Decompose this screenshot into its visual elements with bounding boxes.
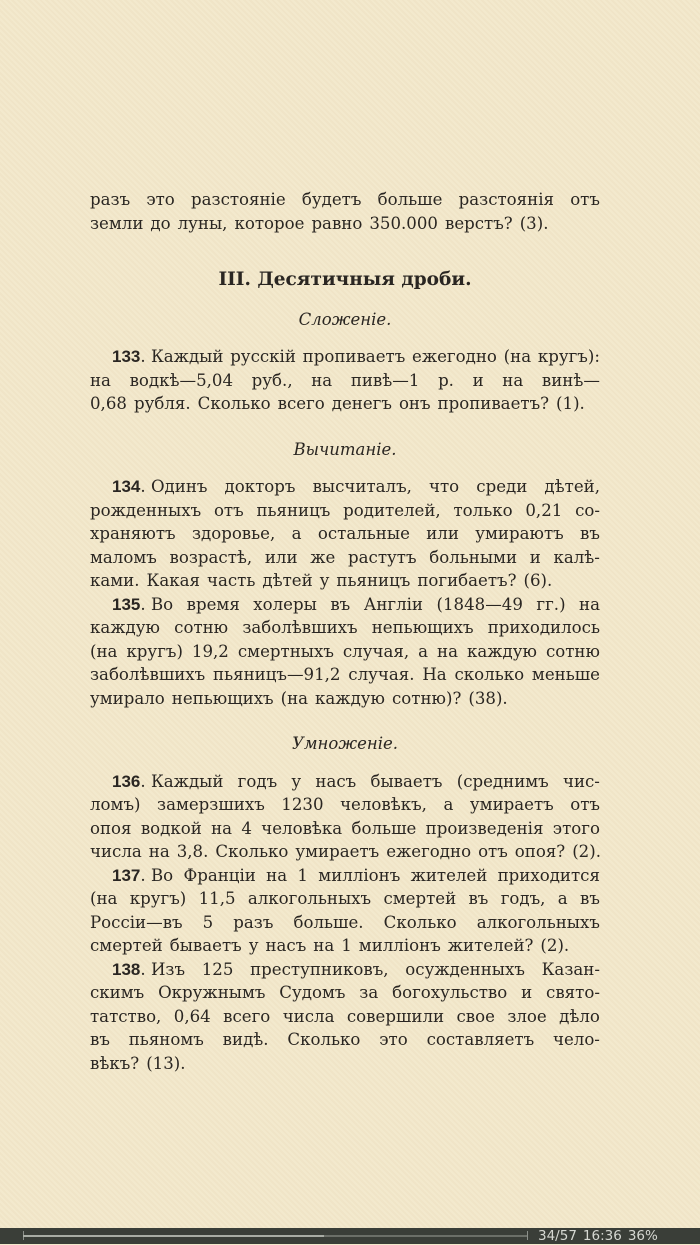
word: (на: [90, 641, 118, 661]
word: что: [429, 477, 460, 496]
word: въ: [468, 889, 489, 908]
word: русскій: [230, 347, 296, 366]
word: умираютъ: [475, 524, 564, 543]
word: кругъ):: [537, 347, 600, 366]
word: а: [291, 524, 302, 543]
word: (3).: [519, 213, 549, 233]
word: разъ: [233, 912, 274, 932]
word: (среднимъ: [456, 771, 549, 791]
word: на: [90, 370, 111, 390]
word: Сколько: [215, 842, 289, 861]
word: совершили: [346, 1006, 445, 1026]
word: 3,8.: [176, 842, 209, 861]
word: водкой: [140, 818, 202, 838]
word: случая.: [348, 665, 415, 684]
word: 0,64: [173, 1006, 211, 1026]
word: больше.: [293, 912, 364, 932]
word: Во: [150, 594, 174, 614]
word: смертей: [90, 936, 163, 955]
word: произведенія: [425, 818, 544, 838]
word: верстъ?: [444, 213, 513, 233]
word: или: [264, 547, 298, 567]
word: вѣкъ?: [90, 1053, 140, 1073]
word: сотню: [545, 641, 600, 661]
word: 11,5: [198, 889, 236, 908]
word: до: [150, 213, 171, 233]
word: Сколько: [383, 912, 457, 932]
word: 1: [341, 936, 352, 955]
word: (2).: [572, 842, 601, 861]
word: пьяницъ: [256, 500, 331, 520]
text-line: [90, 663, 600, 687]
word: отъ: [213, 500, 244, 520]
word: жителей: [410, 865, 488, 885]
word: отъ: [478, 842, 508, 861]
word: 0,68: [90, 394, 127, 413]
word: милліонъ: [358, 936, 441, 955]
word: видѣ.: [222, 1030, 269, 1049]
word: умираетъ: [295, 842, 380, 861]
word: (на: [280, 688, 309, 708]
text-line: [90, 1028, 600, 1052]
word: маломъ: [90, 547, 157, 567]
problem-134: [90, 475, 600, 593]
word: Каждый: [150, 771, 224, 791]
word: каждую: [466, 641, 537, 661]
word: рубля.: [133, 394, 191, 413]
text-line: [90, 546, 600, 570]
word: и: [521, 983, 533, 1002]
word: опоя: [90, 818, 132, 838]
word: кругъ): [129, 889, 187, 908]
text-line: [90, 616, 600, 640]
word: алкогольныхъ: [476, 912, 600, 932]
problem-number: 138: [112, 959, 141, 979]
word: умирало: [90, 688, 165, 708]
word: пропиваетъ?: [437, 394, 550, 413]
word: въ: [580, 524, 600, 543]
word: родителей,: [343, 500, 441, 520]
problem-number-wrap: 135. Во: [112, 594, 174, 614]
word: Окружнымъ: [158, 983, 266, 1002]
text-line: [90, 1052, 600, 1076]
text-line: [90, 369, 600, 393]
word: всего: [277, 394, 325, 413]
text-line: [90, 793, 600, 817]
word: среди: [476, 477, 528, 496]
word: ежегодно: [412, 347, 497, 366]
word: 1230: [281, 795, 324, 814]
word: на: [148, 842, 170, 861]
problem-number: 134: [112, 477, 141, 496]
word: въ: [90, 1030, 110, 1049]
text-line: [90, 212, 600, 236]
word: 1: [297, 865, 308, 885]
word: человѣкъ,: [340, 795, 427, 814]
word: 350.000: [369, 213, 438, 233]
problem-number-wrap: 134. Одинъ: [112, 477, 208, 496]
word: смертныхъ: [237, 641, 334, 661]
word: пропиваетъ: [302, 347, 406, 366]
problem-137: [90, 864, 600, 958]
word: жителей?: [447, 936, 534, 955]
word: Франціи: [183, 865, 256, 885]
text-line: [90, 817, 600, 841]
subsection-heading: Умноженіе.: [291, 734, 399, 753]
word: рожденныхъ: [90, 500, 202, 520]
word: всего: [223, 1006, 271, 1026]
text-line: [90, 958, 600, 982]
word: насъ: [265, 936, 307, 955]
word: на: [313, 936, 335, 955]
text-line: [90, 934, 600, 958]
word: на: [211, 818, 233, 838]
word: ломъ): [90, 795, 141, 814]
word: больными: [429, 547, 518, 567]
problem-number-wrap: 137. Во: [112, 865, 174, 885]
word: 19,2: [191, 641, 229, 661]
word: у: [248, 936, 259, 955]
word: въ: [330, 594, 351, 614]
word: сколько: [454, 665, 525, 684]
word: только: [453, 500, 513, 520]
word: составляетъ: [426, 1030, 535, 1049]
word: опоя?: [514, 842, 566, 861]
word: отъ: [570, 190, 600, 209]
word: докторъ: [224, 477, 296, 496]
word: на: [266, 865, 288, 885]
word: приходится: [497, 865, 600, 885]
word: высчиталъ,: [312, 477, 412, 496]
word: свое: [456, 1006, 495, 1026]
word: дѣло: [559, 1006, 600, 1026]
word: Англіи: [363, 594, 423, 614]
word: непьющихъ: [371, 618, 474, 637]
word: а: [557, 889, 568, 908]
word: винѣ—: [541, 370, 600, 390]
word: которое: [234, 213, 305, 233]
word: ежегодно: [386, 842, 472, 861]
word: руб.,: [251, 370, 293, 390]
word: (1).: [556, 394, 585, 413]
word: а: [418, 641, 429, 661]
word: пьяномъ: [128, 1030, 204, 1049]
text-line: [90, 687, 600, 711]
word: больше: [377, 190, 443, 209]
text-line: [90, 392, 600, 416]
word: На: [422, 665, 447, 684]
word: остальные: [317, 524, 410, 543]
word: свято-: [546, 983, 600, 1002]
word: алкогольныхъ: [247, 889, 372, 908]
text-line: [90, 345, 600, 369]
word: гг.): [536, 594, 566, 614]
text-line: [90, 840, 600, 864]
word: (на: [90, 889, 118, 908]
text-line: [90, 911, 600, 935]
word: время: [186, 594, 240, 614]
word: р.: [438, 370, 454, 390]
word: на: [311, 370, 333, 390]
word: пьяницъ—91,2: [213, 665, 341, 684]
word: онъ: [398, 394, 431, 413]
word: въ: [580, 889, 600, 908]
word: денегъ: [331, 394, 392, 413]
word: меньше: [531, 665, 600, 684]
problem-number-wrap: 133. Каждый: [112, 347, 224, 366]
word: годъ,: [500, 889, 546, 908]
word: преступниковъ,: [250, 959, 389, 979]
subsection-heading: Сложеніе.: [298, 309, 392, 329]
reading-progress-fill: [23, 1235, 324, 1237]
text-line: [90, 188, 600, 212]
word: заболѣвшихъ: [90, 665, 206, 684]
word: Одинъ: [150, 477, 208, 496]
word: больше: [351, 818, 417, 838]
word: милліонъ: [318, 865, 401, 885]
problem-number: 135: [112, 594, 141, 614]
word: и: [472, 370, 484, 390]
text-line: [90, 522, 600, 546]
text-line: [90, 1005, 600, 1029]
word: со-: [575, 500, 600, 520]
word: 0,21: [525, 500, 563, 520]
word: на: [502, 370, 524, 390]
word: за: [359, 983, 379, 1002]
text-line: [90, 770, 600, 794]
problem-number: 133: [112, 347, 141, 366]
word: заболѣвшихъ: [242, 618, 358, 637]
word: числа: [90, 842, 142, 861]
word: скимъ: [90, 983, 145, 1002]
word: дѣтей,: [544, 477, 600, 496]
word: на: [579, 594, 600, 614]
word: а: [443, 795, 454, 814]
word: дѣтей: [262, 571, 313, 590]
word: Сколько: [197, 394, 271, 413]
word: бываетъ: [370, 771, 443, 791]
word: насъ: [315, 771, 357, 791]
word: годъ: [237, 771, 278, 791]
word: приходилось: [487, 618, 600, 637]
word: или: [426, 524, 459, 543]
word: кругъ): [126, 641, 183, 661]
word: пивѣ—1: [350, 370, 420, 390]
word: у: [291, 771, 302, 791]
problem-136: [90, 770, 600, 864]
word: умираетъ: [469, 795, 554, 814]
word: же: [310, 547, 336, 567]
subsection-heading: Вычитаніе.: [293, 439, 397, 459]
word: богохульство: [392, 983, 508, 1002]
word: Казан-: [541, 959, 600, 979]
word: Изъ: [150, 959, 186, 979]
word: 5: [202, 912, 214, 932]
word: калѣ-: [553, 547, 600, 567]
word: бываетъ: [169, 936, 242, 955]
text-line: [90, 475, 600, 499]
problem-133: [90, 345, 600, 416]
word: Во: [150, 865, 174, 885]
word: смертей: [383, 889, 457, 908]
word: 125: [201, 959, 234, 979]
word: здоровье,: [191, 524, 276, 543]
word: это: [379, 1030, 408, 1049]
text-line: [90, 640, 600, 664]
text-line: [90, 593, 600, 617]
problem-138: [90, 958, 600, 1076]
word: злое: [507, 1006, 547, 1026]
word: (1848—49: [436, 594, 523, 614]
word: Россіи—въ: [90, 912, 183, 932]
problem-number-wrap: 136. Каждый: [112, 771, 224, 791]
word: пьяницъ: [336, 571, 411, 590]
word: (6).: [523, 571, 553, 590]
word: (на: [503, 347, 532, 366]
text-line: [90, 569, 600, 593]
status-bar: [0, 1228, 700, 1244]
word: растутъ: [348, 547, 417, 567]
word: сотню: [174, 618, 229, 637]
word: замерзшихъ: [157, 795, 265, 814]
word: возрастѣ,: [169, 547, 253, 567]
clock: 16:36: [582, 1228, 622, 1244]
battery-level: 36%: [627, 1228, 658, 1244]
word: равно: [311, 213, 363, 233]
word: разъ: [90, 190, 131, 209]
word: случая,: [342, 641, 410, 661]
word: погибаетъ?: [417, 571, 517, 590]
reading-progress-bar[interactable]: [23, 1235, 527, 1237]
section-title: III. Десятичныя дроби.: [218, 269, 472, 290]
word: (13).: [146, 1053, 186, 1073]
word: (2).: [540, 936, 570, 955]
word: каждую: [90, 618, 160, 637]
page-indicator: 34/57: [538, 1228, 577, 1244]
text-line: [90, 499, 600, 523]
word: отъ: [570, 795, 600, 814]
word: чело-: [552, 1030, 600, 1049]
word: разстояніе: [191, 190, 286, 209]
word: каждую: [315, 688, 386, 708]
word: разстоянія: [458, 190, 554, 209]
word: это: [146, 190, 175, 209]
word: будетъ: [301, 190, 362, 209]
word: Какая: [146, 571, 200, 590]
problem-number-wrap: 138. Изъ: [112, 959, 186, 979]
word: и: [529, 547, 541, 567]
word: числа: [282, 1006, 335, 1026]
word: часть: [206, 571, 256, 590]
word: у: [319, 571, 330, 590]
word: Сколько: [287, 1030, 361, 1049]
word: холеры: [253, 594, 317, 614]
word: (38).: [468, 688, 508, 708]
problem-number: 137: [112, 865, 141, 885]
page-content: [90, 188, 600, 1075]
word: непьющихъ: [171, 688, 274, 708]
word: человѣка: [261, 818, 343, 838]
word: ками.: [90, 571, 140, 590]
word: чис-: [562, 771, 600, 791]
word: татство,: [90, 1006, 162, 1026]
word: 4: [241, 818, 252, 838]
problem-135: [90, 593, 600, 711]
word: этого: [552, 818, 600, 838]
text-line: [90, 864, 600, 888]
word: Судомъ: [279, 983, 346, 1002]
word: на: [437, 641, 458, 661]
progress-end-marker: [527, 1231, 528, 1240]
word: храняютъ: [90, 524, 176, 543]
text-line: [90, 887, 600, 911]
problem-number: 136: [112, 771, 141, 791]
word: Каждый: [150, 347, 224, 366]
word: осужденныхъ: [405, 959, 525, 979]
text-line: [90, 981, 600, 1005]
word: водкѣ—5,04: [129, 370, 234, 390]
word: сотню)?: [392, 688, 462, 708]
status-info: [538, 1228, 664, 1244]
word: луны,: [177, 213, 228, 233]
word: земли: [90, 213, 144, 233]
